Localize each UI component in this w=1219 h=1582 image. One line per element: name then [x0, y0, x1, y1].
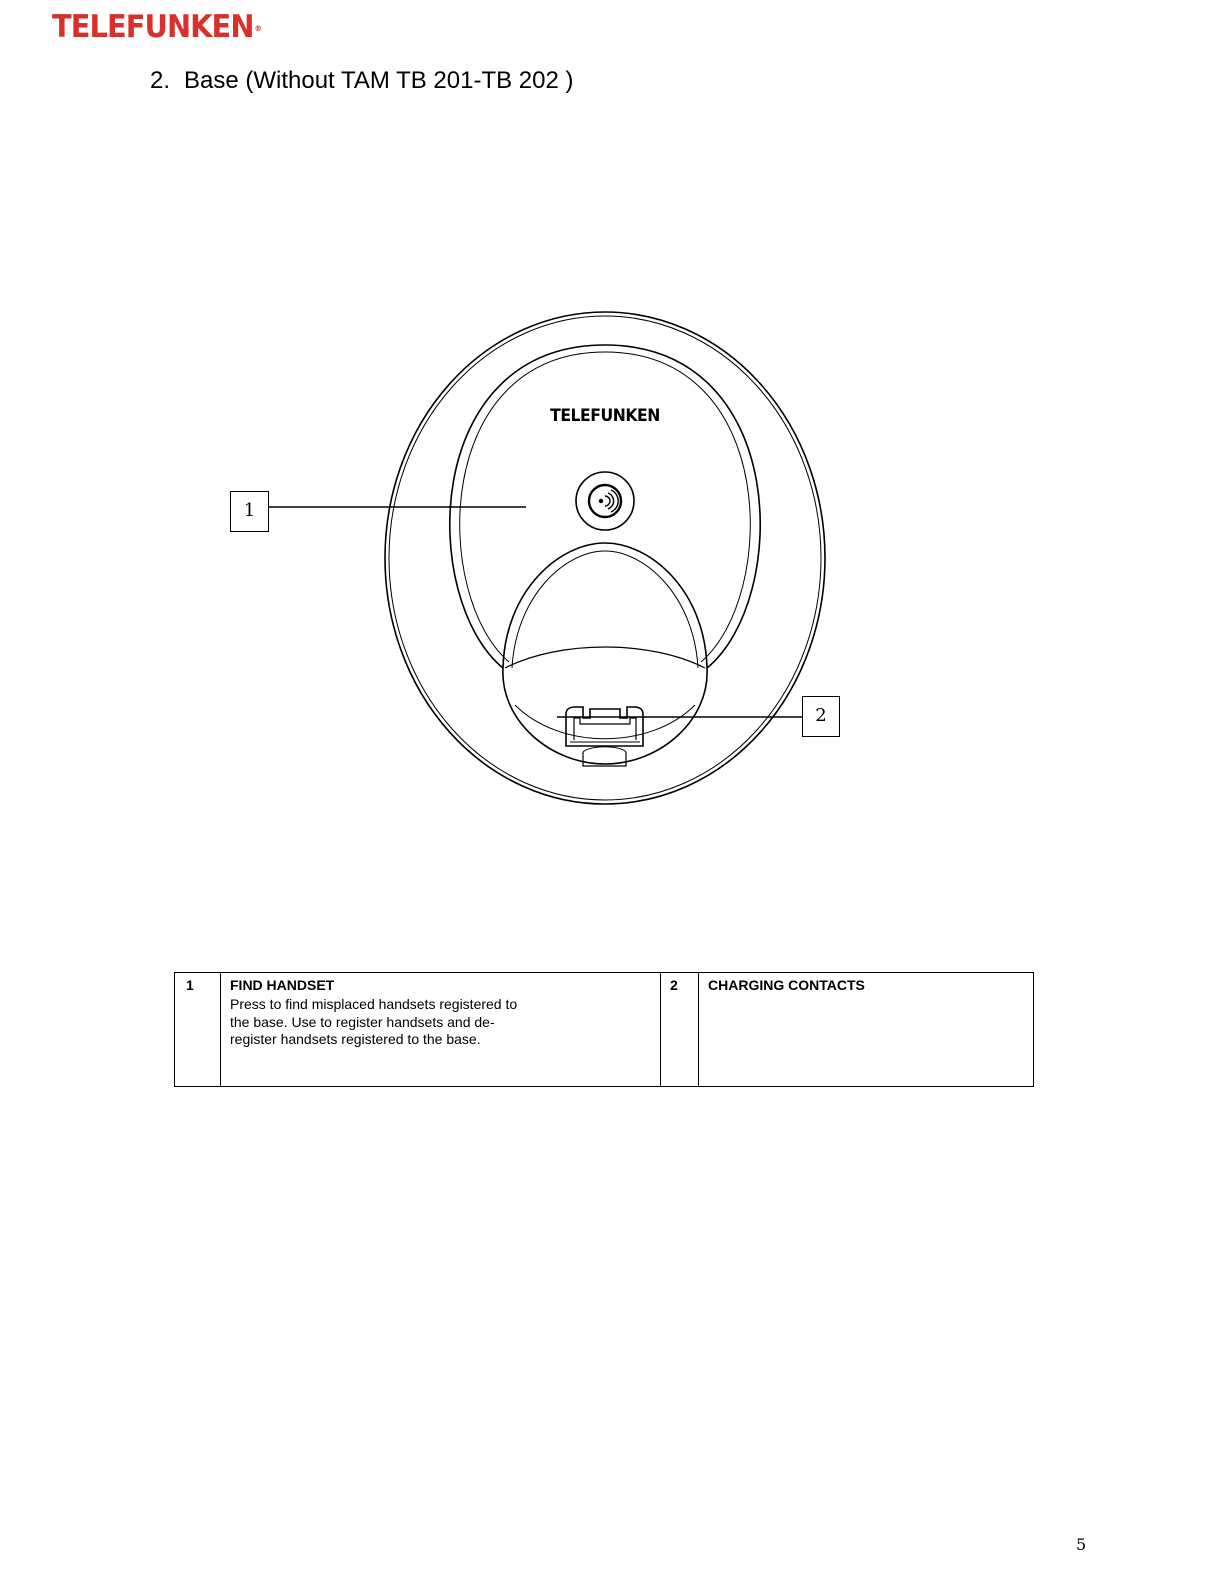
table-row	[175, 973, 1034, 1087]
page-button-icon	[576, 472, 634, 530]
handset-cradle	[503, 543, 707, 764]
legend-item-1-number: 1	[175, 973, 221, 1087]
legend-item-2-number: 2	[661, 973, 699, 1087]
brand-logo-text: TELEFUNKEN	[52, 9, 254, 45]
handset-cradle-inner	[512, 551, 698, 668]
section-title-text: Base (Without TAM TB 201-TB 202 )	[184, 67, 574, 94]
callout-1: 1	[230, 491, 269, 532]
legend-item-1-text: Press to find misplaced handsets registered to the base. Use to register handsets and de-register handsets registered to the base.	[230, 996, 518, 1047]
legend-table	[174, 972, 1034, 1087]
legend-item-2-desc	[699, 973, 1034, 1087]
page-number: 5	[1076, 1535, 1087, 1554]
callout-2: 2	[802, 696, 840, 737]
registered-mark: ®	[254, 24, 261, 33]
cradle-floor-curve	[505, 647, 705, 668]
legend-item-1-heading: FIND HANDSET	[230, 977, 335, 993]
charging-contacts-icon	[566, 707, 643, 746]
cradle-floor-inner	[515, 705, 695, 739]
base-front-lip-curve	[583, 747, 626, 752]
legend-item-2-heading: CHARGING CONTACTS	[708, 977, 865, 993]
base-outer-edge-inner	[389, 316, 821, 800]
section-number: 2.	[150, 67, 171, 94]
legend-item-1-desc	[221, 973, 661, 1087]
device-logo: TELEFUNKEN	[550, 406, 660, 426]
